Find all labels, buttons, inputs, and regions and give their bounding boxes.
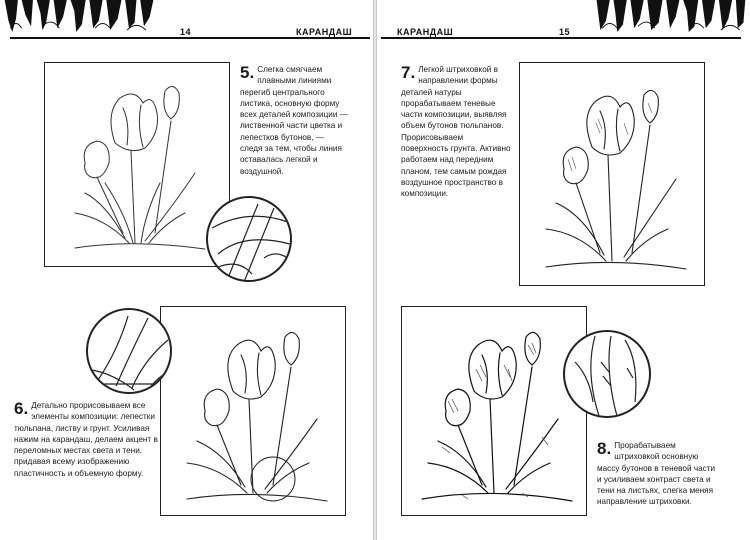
- step-number: 5.: [240, 63, 255, 82]
- step-8-text: [597, 440, 717, 508]
- tulip-sketch-final: [402, 307, 588, 517]
- right-page: [377, 0, 750, 540]
- header-rule: [381, 37, 741, 39]
- detail-circle-step-8: [563, 330, 651, 418]
- drawing-frame-step-5: [44, 62, 230, 267]
- tulip-sketch-outline: [45, 63, 231, 268]
- step-number: 7.: [401, 63, 416, 82]
- left-page: [0, 0, 374, 540]
- header-rule: [10, 37, 370, 39]
- drawing-frame-step-8: [401, 306, 587, 516]
- step-description: Слегка смягчаем плавными линиями перегиб центрального листика, основную форму всех деталей композиции — лиственной части цветка и лепестков бутонов, — следя за тем, чтобы линия оставалась легкой и воздушной.: [240, 65, 348, 176]
- detail-circle-step-5: [206, 196, 292, 282]
- step-number: 6.: [14, 399, 29, 418]
- step-7-text: [401, 64, 511, 200]
- running-head: КАРАНДАШ: [296, 27, 353, 37]
- step-6-text: [14, 400, 158, 479]
- decorative-header-art: [0, 0, 160, 32]
- decorative-header-art: [590, 0, 750, 32]
- running-head: КАРАНДАШ: [397, 27, 454, 37]
- step-description: Детально прорисовываем все элементы композиции: лепестки тюльпана, листву и грунт. Усиливая нажим на карандаш, делаем акцент в переломных местах света и тени, придавая всему изображению пластичность и объемную форму.: [14, 401, 158, 478]
- step-description: Легкой штриховкой в направлении формы деталей натуры прорабатываем теневые части композиции, выявляя объем бутонов тюльпанов. Прорисовываем поверхность грунта. Активно работаем над передним планом, тем самым рождая воздушное пространство в композиции.: [401, 65, 511, 199]
- step-number: 8.: [597, 439, 612, 458]
- page-number: 15: [559, 27, 571, 37]
- step-5-text: [240, 64, 348, 177]
- page-number: 14: [180, 27, 192, 37]
- tulip-sketch-detailed: [161, 307, 347, 517]
- detail-circle-step-6: [86, 308, 172, 394]
- step-description: Прорабатываем штриховкой основную массу бутонов в теневой части и усиливаем контраст света и тени на листьях, слегка меняя направление штриховки.: [597, 441, 716, 507]
- tulip-sketch-shaded: [520, 63, 706, 287]
- drawing-frame-step-7: [519, 62, 705, 286]
- drawing-frame-step-6: [160, 306, 346, 516]
